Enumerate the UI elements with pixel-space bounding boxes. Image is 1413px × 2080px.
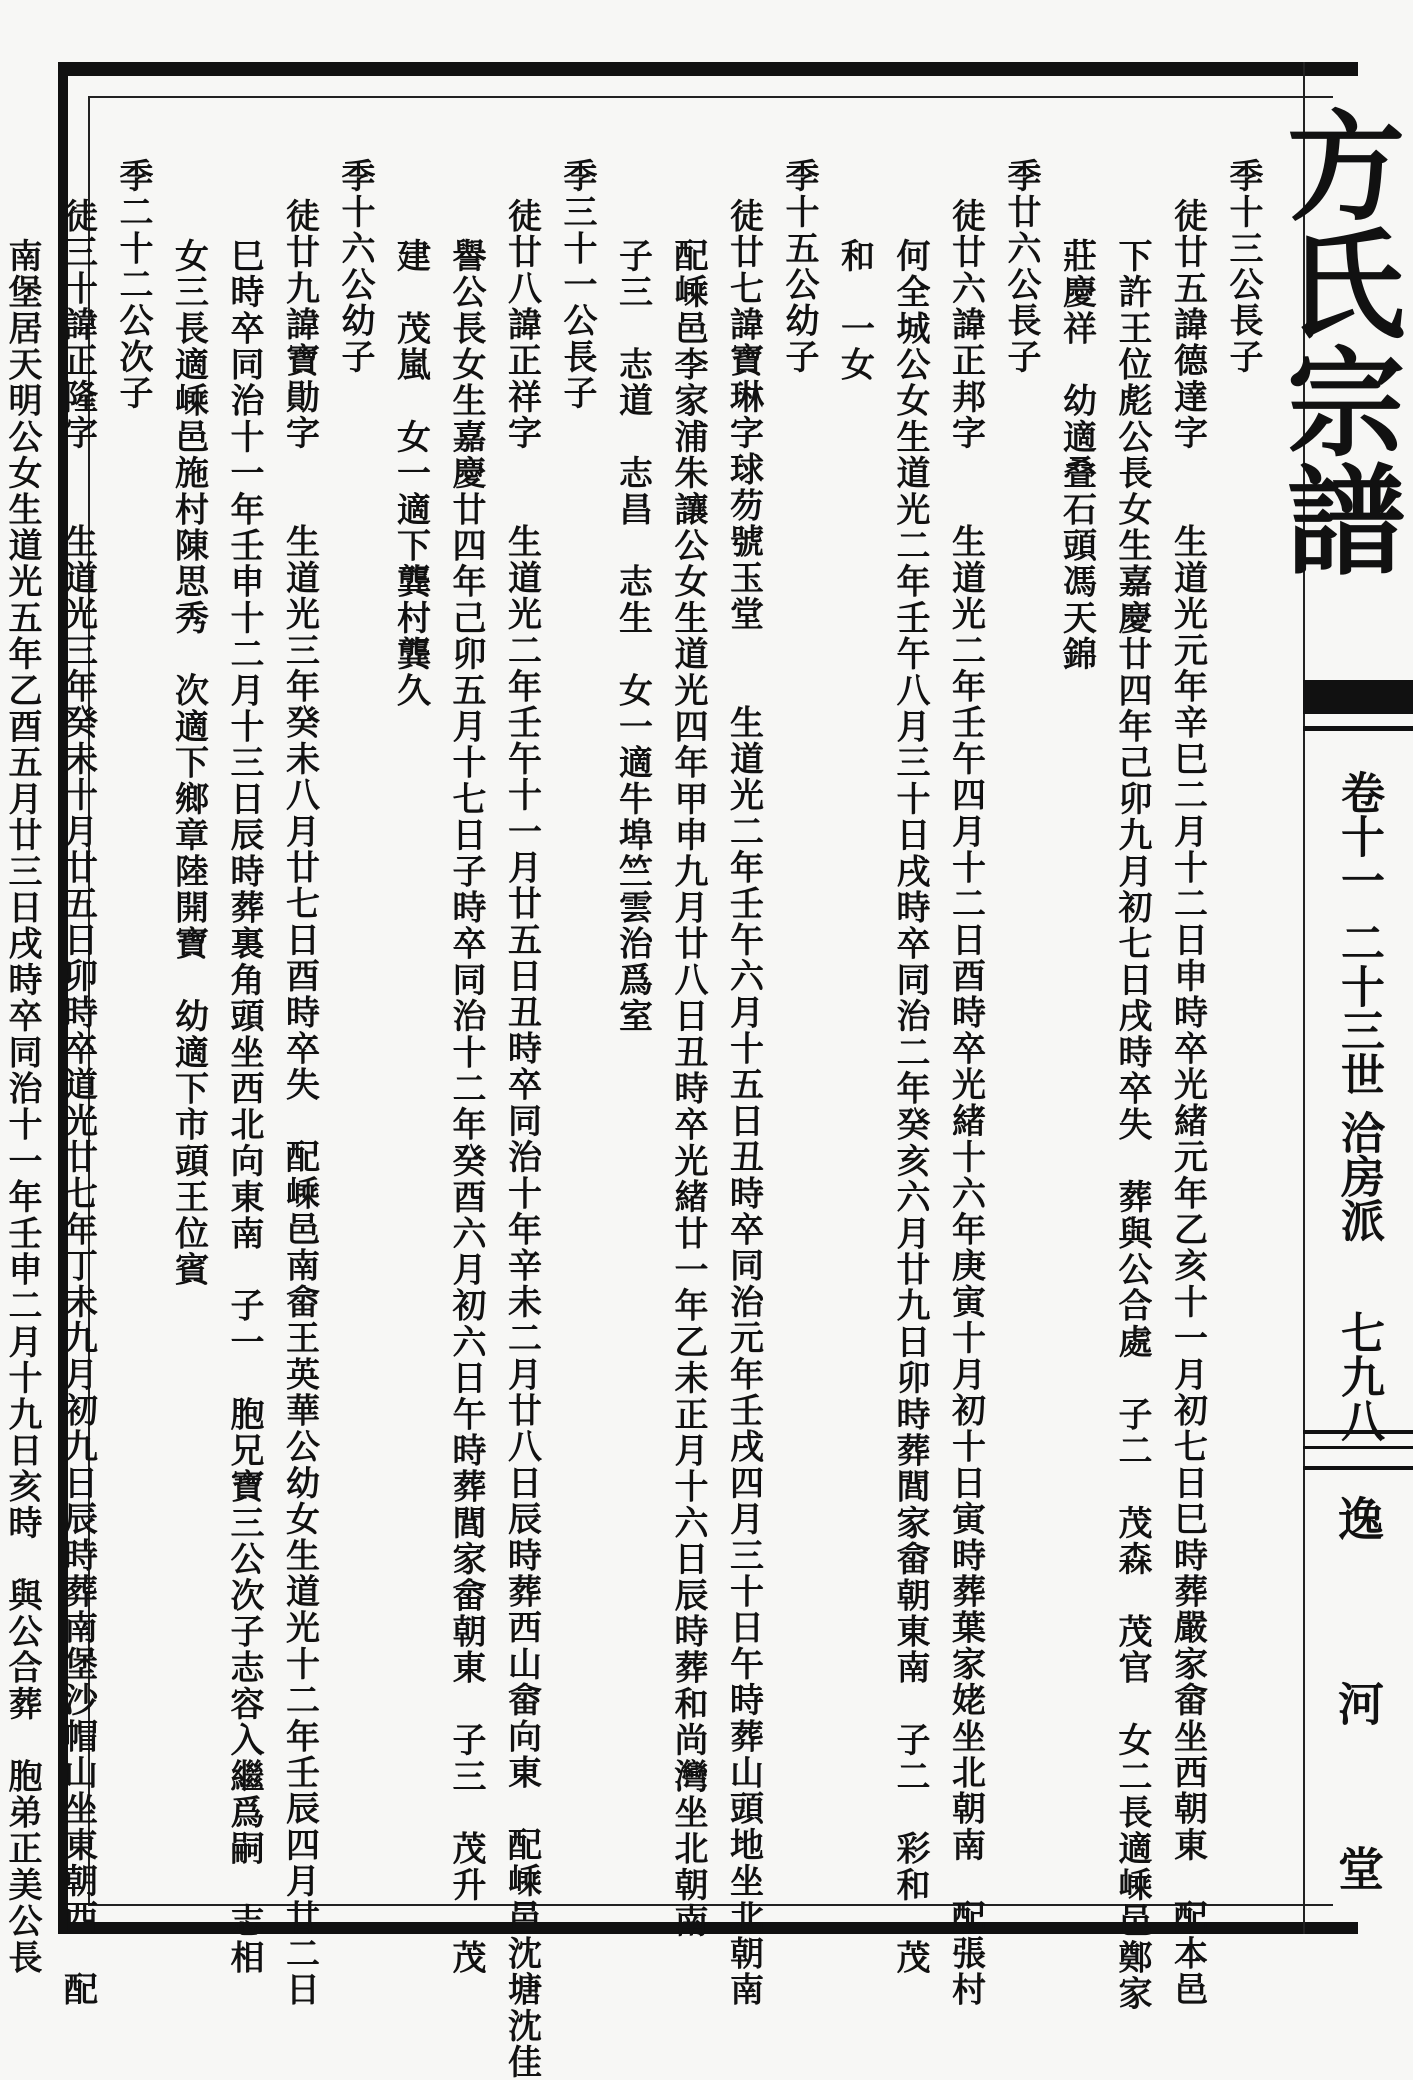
entry-heading: 季廿六公長子 (1001, 158, 1041, 376)
entry-line: 子三 志道 志昌 志生 女一適牛埠竺雲治爲室 (612, 238, 653, 1035)
entry-heading: 季二十二公次子 (113, 158, 153, 412)
generation-label: 二十三世 (1333, 920, 1384, 1096)
genealogy-text-body (2, 158, 1270, 2080)
hall-char-2: 河 (1331, 1680, 1385, 1726)
entry-line: 莊慶祥 幼適叠石頭馮天錦 (1056, 238, 1097, 673)
entry-line: 女三長適嵊邑施村陳思秀 次適下鄉章陸開寶 幼適下市頭王位賓 (168, 238, 209, 1288)
entry-heading: 季十五公幼子 (779, 158, 819, 376)
entry-line: 徒廿五諱德達字 生道光元年辛巳二月十二日申時卒光緒元年乙亥十一月初七日巳時葬嚴家畲坐西朝東 配本邑 (1167, 198, 1208, 2008)
entry-line: 建 茂嵐 女一適下龔村龔久 (390, 238, 431, 709)
entry-line: 徒廿六諱正邦字 生道光二年壬午四月十二日酉時卒光緒十六年庚寅十月初十日寅時葬葉家姥坐北朝南 配張村 (945, 198, 986, 2008)
entry-line: 南堡居天明公女生道光五年乙酉五月廿三日戌時卒同治十一年壬申二月十九日亥時 與公合葬 胞弟正美公長 (2, 238, 42, 1976)
entry-heading: 季十六公幼子 (335, 158, 375, 376)
band-divider-thin (1303, 726, 1413, 731)
entry-line: 徒廿七諱寶琳字球芴號玉堂 生道光二年壬午六月十五日丑時卒同治元年壬戌四月三十日午時葬山頭地坐北朝南 (723, 198, 764, 2008)
band-divider (1303, 680, 1413, 714)
hall-char-3: 堂 (1331, 1845, 1385, 1891)
page-number: 七九八 (1333, 1310, 1384, 1442)
entry-heading: 季三十一公長子 (557, 158, 597, 412)
entry-line: 巳時卒同治十一年壬申十二月十三日辰時葬裏角頭坐西北向東南 子一 胞兄寶三公次子志容入繼爲嗣 志相 (224, 238, 264, 1976)
entry-line: 徒三十諱正隆字 生道光三年癸未十月廿五日卯時卒道光廿七年丁未九月初九日辰時葬南堡沙帽山坐東朝西 配 (57, 198, 98, 2008)
entry-heading: 季十三公長子 (1223, 158, 1263, 376)
branch-label: 洽房派 (1333, 1110, 1384, 1242)
entry-line: 徒廿八諱正祥字 生道光二年壬午十一月廿五日丑時卒同治十年辛未二月廿八日辰時葬西山畲向東 配嵊邑沈塘沈佳 (501, 198, 542, 2080)
entry-line: 何全城公女生道光二年壬午八月三十日戌時卒同治二年癸亥六月廿九日卯時葬閭家畲朝東南 子二 彩和 茂 (890, 238, 930, 1976)
volume-label: 卷十一 (1333, 770, 1384, 902)
entry-line: 譽公長女生嘉慶廿四年己卯五月十七日子時卒同治十二年癸酉六月初六日午時葬閭家畲朝東 子三 茂升 茂 (446, 238, 486, 1976)
entry-line: 下許王位彪公長女生嘉慶廿四年己卯九月初七日戌時卒失 葬與公合處 子二 茂森 茂官 女二長適嵊邑鄭家 (1112, 238, 1152, 2012)
hall-char-1: 逸 (1331, 1495, 1385, 1541)
entry-line: 配嵊邑李家浦朱讓公女生道光四年甲申九月廿八日丑時卒光緒廿一年乙未正月十六日辰時葬和尚灣坐北朝南 (668, 238, 708, 1940)
book-title: 方氏宗譜 (1267, 105, 1406, 577)
entry-line: 徒廿九諱寶勛字 生道光三年癸未八月廿七日酉時卒失 配嵊邑南畲王英華公幼女生道光十二年壬辰四月廿二日 (279, 198, 320, 2008)
band-rule-lines (1303, 1430, 1413, 1470)
entry-line: 和 一女 (834, 238, 875, 383)
